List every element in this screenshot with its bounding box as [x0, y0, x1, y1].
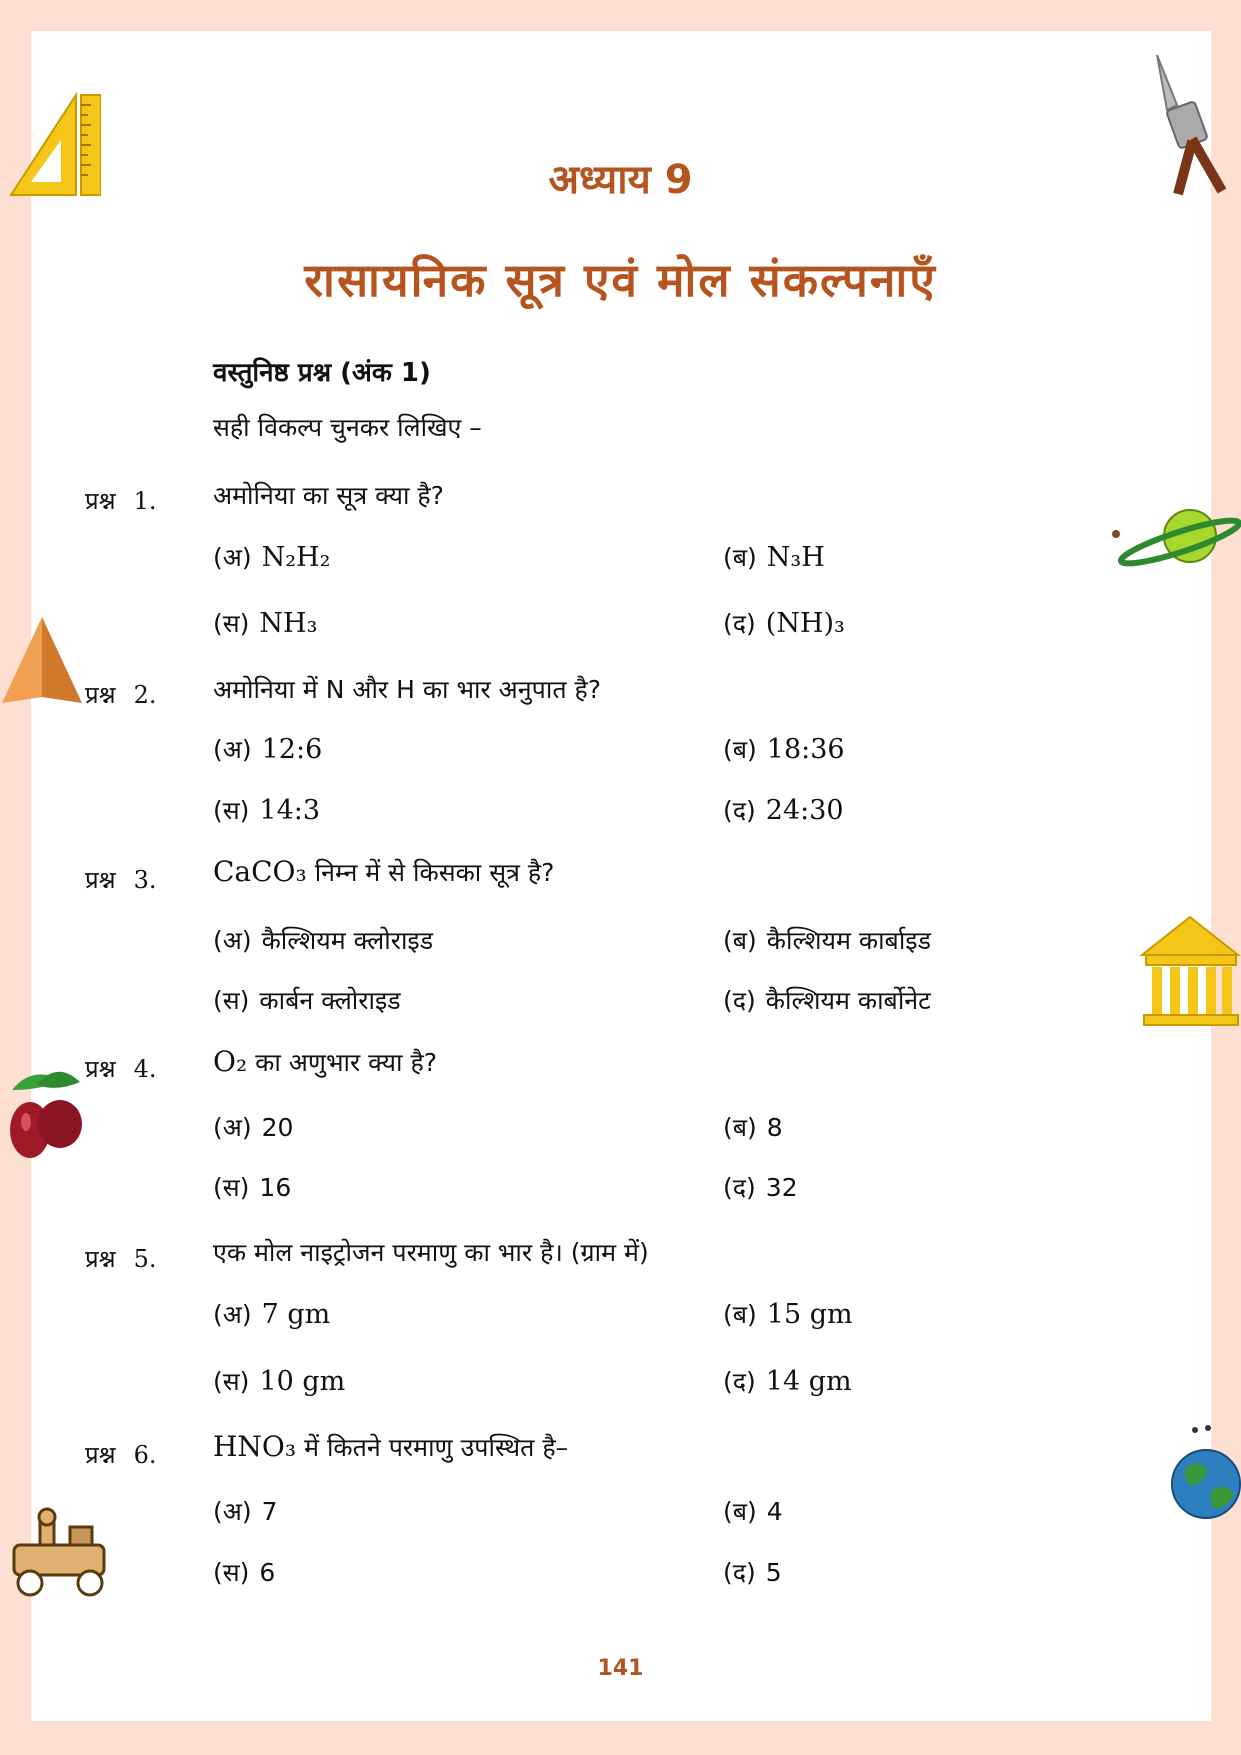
option-a: (अ) कैल्शियम क्लोराइड [213, 926, 434, 955]
option-c: (स) कार्बन क्लोराइड [213, 986, 401, 1015]
option-b: (ब) 8 [723, 1113, 783, 1142]
chapter-heading: अध्याय 9 [548, 157, 693, 203]
option-c: (स) 16 [213, 1173, 292, 1202]
option-a: (अ) 7 gm [213, 1299, 331, 1330]
chapter-title: रासायनिक सूत्र एवं मोल संकल्पनाएँ [304, 253, 937, 307]
planet-icon [1110, 502, 1241, 572]
question-text: HNO₃ में कितने परमाणु उपस्थित है– [213, 1430, 569, 1463]
question-text: CaCO₃ निम्न में से किसका सूत्र है? [213, 855, 555, 888]
option-b: (ब) 18:36 [723, 734, 845, 765]
option-b: (ब) 15 gm [723, 1299, 853, 1330]
question-text: अमोनिया का सूत्र क्या है? [213, 481, 444, 510]
question-text: O₂ का अणुभार क्या है? [213, 1045, 438, 1078]
option-a: (अ) 12:6 [213, 734, 323, 765]
pyramid-icon [0, 615, 85, 705]
question-formula: CaCO₃ [213, 855, 307, 888]
option-a: (अ) N₂H₂ [213, 542, 331, 573]
option-c: (स) NH₃ [213, 608, 318, 639]
beans-icon [2, 1060, 87, 1168]
question-text: अमोनिया में N और H का भार अनुपात है? [213, 675, 602, 704]
question-label: प्रश्न 4. [85, 1055, 157, 1083]
option-b: (ब) N₃H [723, 542, 825, 573]
globe-icon [1168, 1420, 1241, 1520]
option-d: (द) 5 [723, 1558, 782, 1587]
question-text: एक मोल नाइट्रोजन परमाणु का भार है। (ग्राम में) [213, 1238, 649, 1267]
option-c: (स) 14:3 [213, 795, 321, 826]
question-label: प्रश्न 6. [85, 1441, 157, 1469]
option-a: (अ) 20 [213, 1113, 294, 1142]
option-b: (ब) 4 [723, 1497, 783, 1526]
question-formula: O₂ [213, 1045, 248, 1078]
temple-icon [1140, 915, 1241, 1027]
option-b: (ब) कैल्शियम कार्बाइड [723, 926, 931, 955]
option-d: (द) 14 gm [723, 1366, 852, 1397]
cart-icon [0, 1505, 125, 1600]
question-label: प्रश्न 3. [85, 866, 157, 894]
section-heading: वस्तुनिष्ठ प्रश्न (अंक 1) [213, 358, 431, 388]
option-c: (स) 6 [213, 1558, 276, 1587]
option-d: (द) 24:30 [723, 795, 844, 826]
option-a: (अ) 7 [213, 1497, 278, 1526]
option-c: (स) 10 gm [213, 1366, 346, 1397]
question-label: प्रश्न 1. [85, 487, 157, 515]
option-d: (द) कैल्शियम कार्बोनेट [723, 986, 931, 1015]
question-formula: HNO₃ [213, 1430, 297, 1463]
page-number: 141 [597, 1656, 644, 1681]
question-label: प्रश्न 5. [85, 1245, 157, 1273]
option-d: (द) 32 [723, 1173, 798, 1202]
question-label: प्रश्न 2. [85, 681, 157, 709]
instruction-text: सही विकल्प चुनकर लिखिए – [213, 413, 482, 442]
option-d: (द) (NH)₃ [723, 608, 845, 639]
